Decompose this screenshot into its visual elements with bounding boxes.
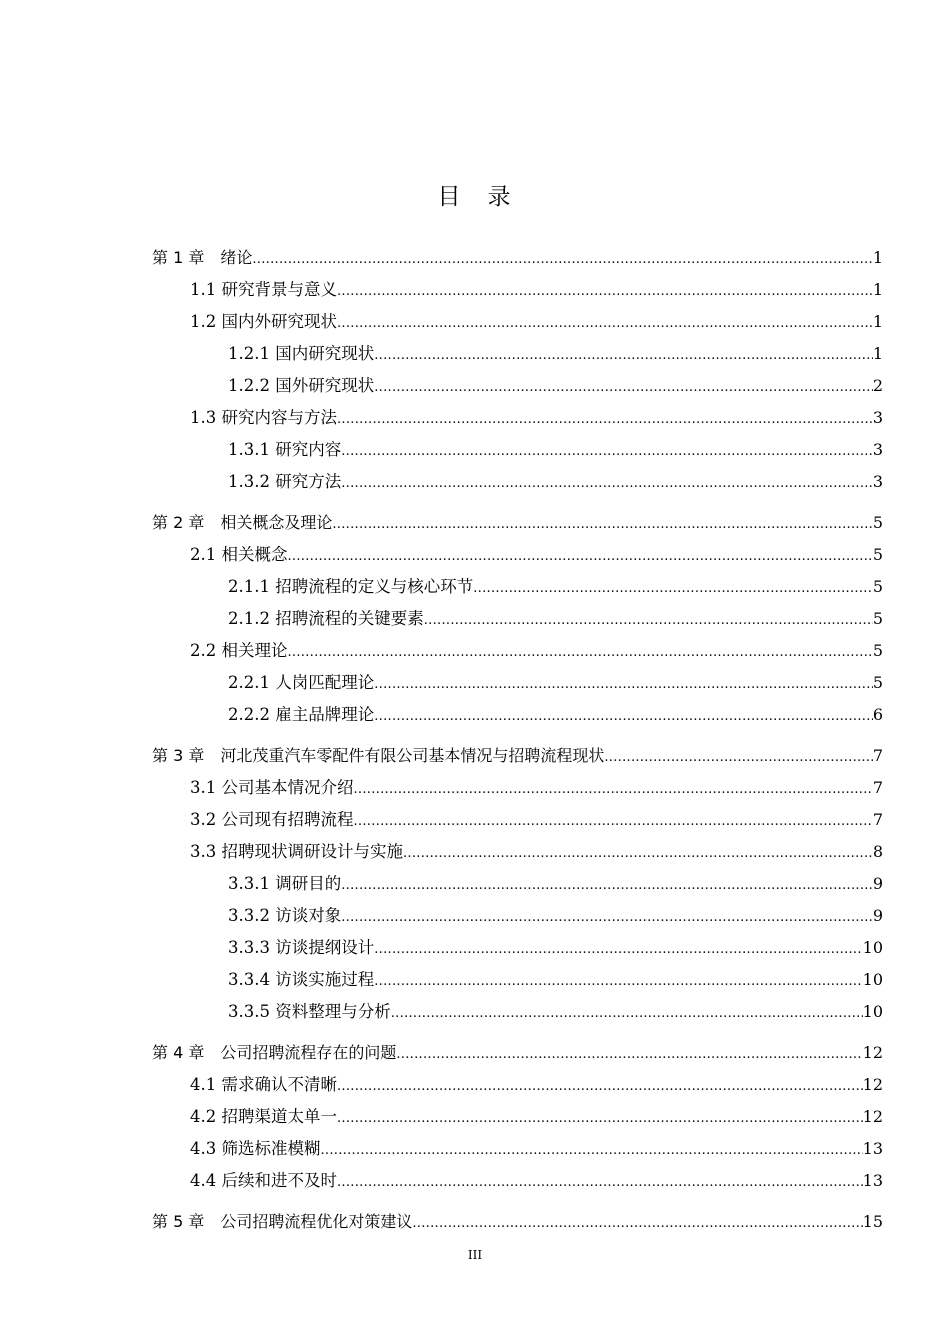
toc-entry[interactable] [152,571,883,603]
toc-entry-text: 2.2.1 人岗匹配理论 [228,673,375,692]
toc-entry[interactable] [152,1133,883,1165]
toc-entry[interactable] [152,699,883,731]
toc-page-number: 3 [872,408,883,427]
table-of-contents [152,242,883,1238]
toc-dot-leader [604,742,872,774]
toc-dot-leader [288,541,873,573]
toc-page-number: 10 [862,970,883,989]
toc-page-number: 12 [862,1075,883,1094]
toc-dot-leader [374,966,862,998]
toc-dot-leader [374,340,873,372]
toc-entry[interactable] [152,1069,883,1101]
toc-entry-text: 第 2 章 相关概念及理论 [152,513,333,532]
toc-dot-leader [424,605,873,637]
toc-page-number: 3 [872,440,883,459]
toc-chapter-entry[interactable] [152,242,883,274]
toc-chapter-entry[interactable] [152,507,883,539]
toc-entry-text: 3.1 公司基本情况介绍 [190,778,354,797]
toc-entry-text: 2.1.1 招聘流程的定义与核心环节 [228,577,474,596]
toc-entry[interactable] [152,603,883,635]
toc-dot-leader [412,1208,862,1240]
toc-dot-leader [337,1071,863,1103]
toc-entry[interactable] [152,635,883,667]
toc-page-number: 13 [862,1139,883,1158]
toc-entry[interactable] [152,667,883,699]
toc-entry-text: 2.1.2 招聘流程的关键要素 [228,609,424,628]
toc-entry-text: 3.3.5 资料整理与分析 [228,1002,391,1021]
toc-page-number: 13 [862,1171,883,1190]
toc-entry-text: 4.4 后续和进不及时 [190,1171,337,1190]
toc-dot-leader [288,637,873,669]
toc-dot-leader [341,436,873,468]
toc-page-number: 6 [872,705,883,724]
toc-entry[interactable] [152,306,883,338]
toc-page-number: 10 [862,938,883,957]
toc-entry-text: 1.2.2 国外研究现状 [228,376,375,395]
toc-entry-text: 1.3.2 研究方法 [228,472,342,491]
toc-entry-text: 3.2 公司现有招聘流程 [190,810,354,829]
toc-entry[interactable] [152,964,883,996]
toc-dot-leader [396,1039,862,1071]
toc-entry-text: 3.3.2 访谈对象 [228,906,342,925]
toc-entry[interactable] [152,900,883,932]
toc-page-number: 15 [862,1212,883,1231]
toc-dot-leader [341,870,873,902]
toc-page-number: 5 [872,545,883,564]
toc-entry-text: 3.3 招聘现状调研设计与实施 [190,842,403,861]
toc-dot-leader [403,838,873,870]
toc-page-number: 12 [862,1107,883,1126]
toc-entry-text: 4.3 筛选标准模糊 [190,1139,321,1158]
toc-entry-text: 4.2 招聘渠道太单一 [190,1107,337,1126]
toc-entry-text: 1.2.1 国内研究现状 [228,344,375,363]
toc-entry[interactable] [152,1101,883,1133]
toc-page-number: 7 [872,810,883,829]
toc-entry[interactable] [152,338,883,370]
toc-page-number: 1 [872,248,883,267]
toc-entry[interactable] [152,836,883,868]
toc-entry[interactable] [152,996,883,1028]
toc-entry[interactable] [152,402,883,434]
toc-page-number: 5 [872,609,883,628]
toc-entry-text: 1.1 研究背景与意义 [190,280,337,299]
toc-page-number: 5 [872,577,883,596]
toc-entry-text: 第 1 章 绪论 [152,248,253,267]
toc-page-number: 1 [872,312,883,331]
toc-entry-text: 3.3.4 访谈实施过程 [228,970,375,989]
toc-page-number: 12 [862,1043,883,1062]
toc-entry[interactable] [152,932,883,964]
toc-page-number: 9 [872,906,883,925]
toc-entry-text: 4.1 需求确认不清晰 [190,1075,337,1094]
toc-dot-leader [332,509,872,541]
toc-entry[interactable] [152,772,883,804]
toc-page-number: 9 [872,874,883,893]
toc-page-number: 1 [872,280,883,299]
toc-entry-text: 第 5 章 公司招聘流程优化对策建议 [152,1212,413,1231]
toc-page-number: 7 [872,746,883,765]
toc-dot-leader [337,1167,863,1199]
toc-page-number: 1 [872,344,883,363]
toc-dot-leader [337,1103,863,1135]
page-number: III [467,1248,483,1262]
toc-entry-text: 3.3.1 调研目的 [228,874,342,893]
toc-chapter-entry[interactable] [152,740,883,772]
toc-entry-text: 1.3 研究内容与方法 [190,408,337,427]
toc-entry[interactable] [152,434,883,466]
toc-page-number: 7 [872,778,883,797]
toc-page-number: 5 [872,673,883,692]
toc-dot-leader [337,404,873,436]
toc-entry[interactable] [152,539,883,571]
toc-entry-text: 1.3.1 研究内容 [228,440,342,459]
toc-entry[interactable] [152,868,883,900]
toc-dot-leader [374,372,873,404]
toc-dot-leader [473,573,873,605]
toc-entry[interactable] [152,1165,883,1197]
toc-dot-leader [337,308,873,340]
toc-entry[interactable] [152,466,883,498]
toc-page-number: 2 [872,376,883,395]
toc-dot-leader [341,902,873,934]
toc-page-number: 5 [872,641,883,660]
toc-dot-leader [321,1135,863,1167]
toc-dot-leader [337,276,873,308]
toc-dot-leader [374,934,862,966]
toc-title: 目 录 [437,184,513,210]
toc-entry[interactable] [152,804,883,836]
toc-entry[interactable] [152,370,883,402]
toc-dot-leader [354,806,873,838]
toc-entry-text: 第 3 章 河北茂重汽车零配件有限公司基本情况与招聘流程现状 [152,746,605,765]
toc-page-number: 8 [872,842,883,861]
toc-page-number: 3 [872,472,883,491]
toc-dot-leader [391,998,863,1030]
toc-dot-leader [374,669,873,701]
toc-page-number: 5 [872,513,883,532]
toc-entry-text: 2.2.2 雇主品牌理论 [228,705,375,724]
toc-page-number: 10 [862,1002,883,1021]
toc-entry-text: 第 4 章 公司招聘流程存在的问题 [152,1043,397,1062]
toc-dot-leader [341,468,873,500]
toc-entry-text: 3.3.3 访谈提纲设计 [228,938,375,957]
toc-dot-leader [252,244,872,276]
toc-chapter-entry[interactable] [152,1206,883,1238]
toc-chapter-entry[interactable] [152,1037,883,1069]
toc-entry-text: 2.2 相关理论 [190,641,288,660]
toc-entry-text: 1.2 国内外研究现状 [190,312,337,331]
toc-entry-text: 2.1 相关概念 [190,545,288,564]
toc-dot-leader [354,774,873,806]
toc-entry[interactable] [152,274,883,306]
toc-dot-leader [374,701,873,733]
